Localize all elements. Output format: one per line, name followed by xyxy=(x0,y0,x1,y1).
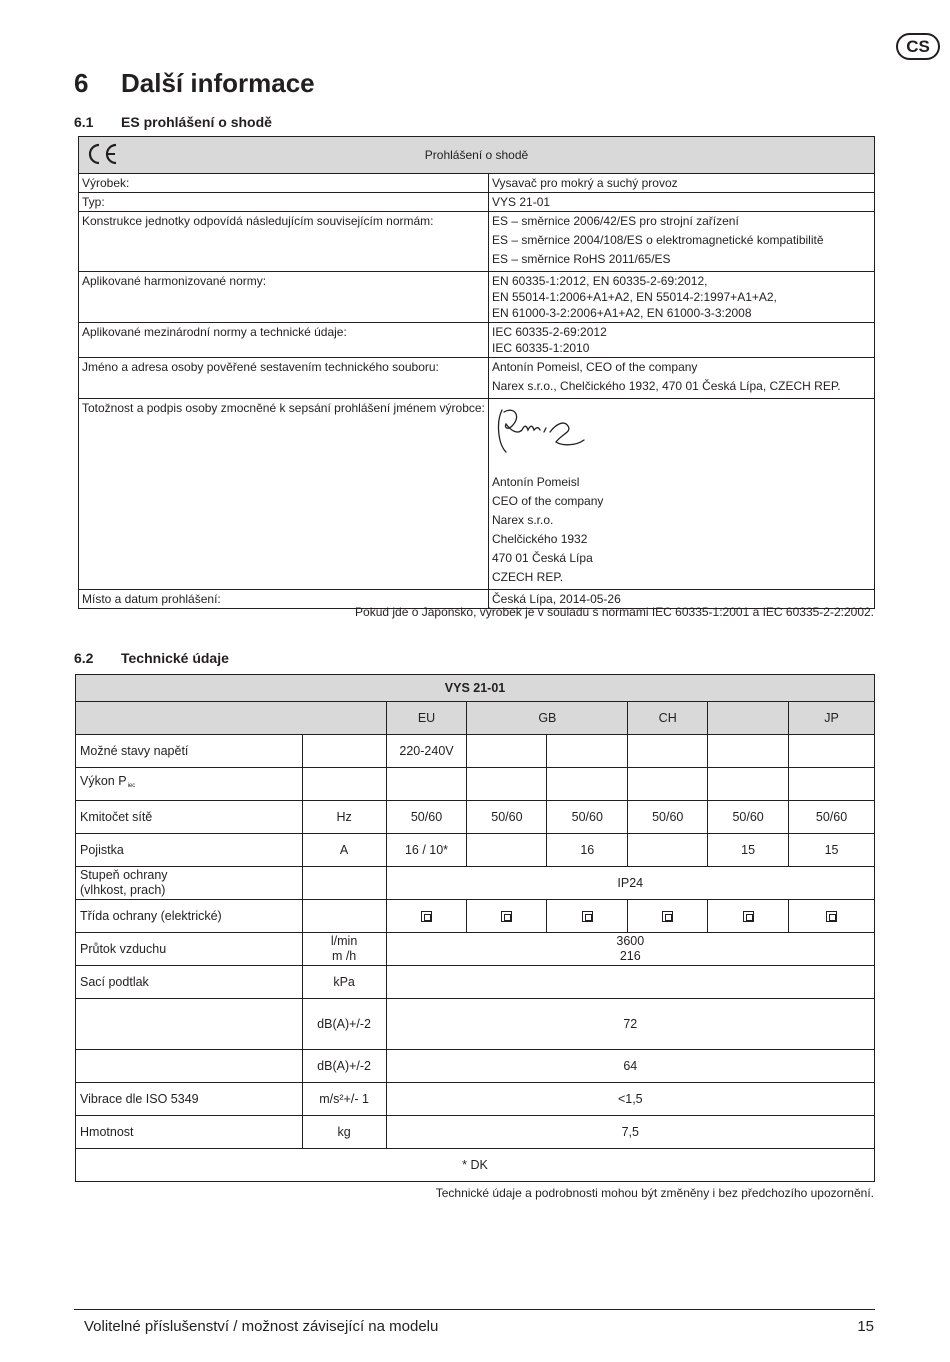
row-unit: kPa xyxy=(302,966,386,999)
row-label: Konstrukce jednotky odpovídá následujícím souvisejícím normám: xyxy=(79,212,489,272)
value-cell xyxy=(628,900,708,933)
region-eu: EU xyxy=(386,702,467,735)
value-cell xyxy=(789,900,875,933)
value-line: CEO of the company xyxy=(492,494,604,508)
model-name: VYS 21-01 xyxy=(76,675,875,702)
row-sound-pressure xyxy=(76,1050,875,1083)
region-header-blank xyxy=(76,702,387,735)
model-header-row xyxy=(76,675,875,702)
row-unit xyxy=(302,735,386,768)
value-line: EN 61000-3-2:2006+A1+A2, EN 61000-3-3:2008 xyxy=(492,306,752,320)
label-line: (vlhkost, prach) xyxy=(80,883,166,897)
value-cell xyxy=(628,768,708,801)
section-title: Technické údaje xyxy=(121,650,229,666)
technical-data-table xyxy=(75,674,875,1182)
row-vacuum xyxy=(76,966,875,999)
value-cell: 50/60 xyxy=(547,801,628,834)
protection-class-ii-icon xyxy=(743,911,754,922)
power-label: Výkon P xyxy=(80,774,127,788)
row-frequency xyxy=(76,801,875,834)
table-footnote: * DK xyxy=(76,1149,875,1182)
value-cell xyxy=(467,900,547,933)
value-cell xyxy=(547,735,628,768)
row-unit: dB(A)+/-2 xyxy=(302,1050,386,1083)
declaration-row-type xyxy=(79,193,875,212)
row-vibration xyxy=(76,1083,875,1116)
value-line: EN 60335-1:2012, EN 60335-2-69:2012, xyxy=(492,274,708,288)
declaration-table xyxy=(78,136,875,609)
vibration-value: <1,5 xyxy=(386,1083,874,1116)
weight-value: 7,5 xyxy=(386,1116,874,1149)
row-voltage xyxy=(76,735,875,768)
changes-note: Technické údaje a podrobnosti mohou být změněny i bez předchozího upozornění. xyxy=(435,1186,874,1200)
value-line: Narex s.r.o., Chelčického 1932, 470 01 Česká Lípa, CZECH REP. xyxy=(492,379,841,393)
protection-class-ii-icon xyxy=(421,911,432,922)
row-value xyxy=(489,399,875,590)
row-value xyxy=(489,323,875,358)
region-jp: JP xyxy=(789,702,875,735)
value-cell xyxy=(386,900,467,933)
row-label: Jméno a adresa osoby pověřené sestavením technického souboru: xyxy=(79,358,489,399)
value-line: ES – směrnice RoHS 2011/65/ES xyxy=(492,252,671,266)
vacuum-value xyxy=(386,966,874,999)
row-label: Možné stavy napětí xyxy=(76,735,303,768)
declaration-row-product xyxy=(79,174,875,193)
row-label: Sací podtlak xyxy=(76,966,303,999)
value-line: CZECH REP. xyxy=(492,570,564,584)
declaration-row-international-norms xyxy=(79,323,875,358)
sound-power-value: 72 xyxy=(386,999,874,1050)
value-line: IEC 60335-1:2010 xyxy=(492,341,590,355)
value-cell xyxy=(628,834,708,867)
row-unit: Hz xyxy=(302,801,386,834)
value-line: ES – směrnice 2006/42/ES pro strojní zařízení xyxy=(492,214,739,228)
row-label: Místo a datum prohlášení: xyxy=(79,590,489,609)
section-number: 6.1 xyxy=(74,114,94,130)
protection-class-ii-icon xyxy=(826,911,837,922)
value-line: Antonín Pomeisl xyxy=(492,475,580,489)
row-label xyxy=(76,999,303,1050)
row-label xyxy=(76,1050,303,1083)
row-label: Třída ochrany (elektrické) xyxy=(76,900,303,933)
value-cell xyxy=(547,768,628,801)
protection-class-ii-icon xyxy=(501,911,512,922)
value-cell xyxy=(547,900,628,933)
language-badge: CS xyxy=(896,33,940,60)
row-label: Kmitočet sítě xyxy=(76,801,303,834)
declaration-row-signatory xyxy=(79,399,875,590)
section-title: ES prohlášení o shodě xyxy=(121,114,272,130)
declaration-row-directives xyxy=(79,212,875,272)
row-value: Vysavač pro mokrý a suchý provoz xyxy=(489,174,875,193)
chapter-title: Další informace xyxy=(121,68,315,98)
unit-line: m /h xyxy=(331,949,357,963)
row-label: Totožnost a podpis osoby zmocněné k sepsání prohlášení jménem výrobce: xyxy=(79,399,489,590)
value-line: 216 xyxy=(619,949,641,963)
region-ch: CH xyxy=(628,702,708,735)
value-eu: 220-240V xyxy=(386,735,467,768)
value-line: Chelčického 1932 xyxy=(492,532,588,546)
value-cell xyxy=(467,834,547,867)
airflow-value xyxy=(386,933,874,966)
section-heading-declaration xyxy=(74,114,272,130)
footer-text: Volitelné příslušenství / možnost závisející na modelu xyxy=(84,1318,439,1335)
row-sound-power xyxy=(76,999,875,1050)
row-unit xyxy=(302,900,386,933)
value-cell xyxy=(467,768,547,801)
region-header-row xyxy=(76,702,875,735)
value-cell xyxy=(628,735,708,768)
value-line: ES – směrnice 2004/108/ES o elektromagnetické kompatibilitě xyxy=(492,233,824,247)
row-unit xyxy=(302,867,386,900)
declaration-header-text: Prohlášení o shodě xyxy=(424,148,529,162)
value-cell: 15 xyxy=(708,834,789,867)
row-value xyxy=(489,358,875,399)
label-line: Stupeň ochrany xyxy=(80,868,168,882)
value-cell: 16 xyxy=(547,834,628,867)
protection-class-ii-icon xyxy=(662,911,673,922)
value-line: Narex s.r.o. xyxy=(492,513,554,527)
row-unit: kg xyxy=(302,1116,386,1149)
row-airflow xyxy=(76,933,875,966)
value-cell: 50/60 xyxy=(789,801,875,834)
row-label: Typ: xyxy=(79,193,489,212)
row-label: Výrobek: xyxy=(79,174,489,193)
signature-image xyxy=(492,402,592,468)
row-unit: m/s²+/- 1 xyxy=(302,1083,386,1116)
section-number: 6.2 xyxy=(74,650,94,666)
row-unit: dB(A)+/-2 xyxy=(302,999,386,1050)
unit-line: l/min xyxy=(330,934,358,948)
row-value: Česká Lípa, 2014-05-26 xyxy=(489,590,875,609)
region-blank xyxy=(708,702,789,735)
value-cell xyxy=(789,735,875,768)
row-footnote xyxy=(76,1149,875,1182)
section-heading-technical xyxy=(74,650,229,666)
row-label: Hmotnost xyxy=(76,1116,303,1149)
row-value xyxy=(489,212,875,272)
protection-class-ii-icon xyxy=(582,911,593,922)
row-fuse xyxy=(76,834,875,867)
value-line: IEC 60335-2-69:2012 xyxy=(492,325,607,339)
value-cell: 50/60 xyxy=(467,801,547,834)
region-gb: GB xyxy=(467,702,628,735)
value-cell xyxy=(708,735,789,768)
row-weight xyxy=(76,1116,875,1149)
sound-pressure-value: 64 xyxy=(386,1050,874,1083)
value-line: 3600 xyxy=(616,934,645,948)
declaration-row-harmonized-norms xyxy=(79,272,875,323)
footer-divider xyxy=(74,1309,875,1310)
japan-compliance-note: Pokud jde o Japonsko, výrobek je v souladu s normami IEC 60335-1:2001 a IEC 60335-2-2:2002. xyxy=(355,605,874,619)
row-power xyxy=(76,768,875,801)
value-line: Antonín Pomeisl, CEO of the company xyxy=(492,360,698,374)
declaration-header-cell xyxy=(79,137,875,174)
row-unit xyxy=(302,768,386,801)
value-cell: 50/60 xyxy=(386,801,467,834)
chapter-heading xyxy=(74,68,315,99)
row-protection-class xyxy=(76,900,875,933)
value-cell: 50/60 xyxy=(708,801,789,834)
value-cell: 15 xyxy=(789,834,875,867)
ip-value: IP24 xyxy=(386,867,874,900)
row-label: Průtok vzduchu xyxy=(76,933,303,966)
value-cell xyxy=(467,735,547,768)
row-label: Pojistka xyxy=(76,834,303,867)
row-label: Aplikované harmonizované normy: xyxy=(79,272,489,323)
row-label: Vibrace dle ISO 5349 xyxy=(76,1083,303,1116)
power-subscript: iec xyxy=(127,783,136,789)
row-ip-rating xyxy=(76,867,875,900)
declaration-row-technical-file-person xyxy=(79,358,875,399)
page-number: 15 xyxy=(857,1318,874,1335)
value-line: 470 01 Česká Lípa xyxy=(492,551,593,565)
value-cell xyxy=(708,900,789,933)
row-unit: A xyxy=(302,834,386,867)
row-value xyxy=(489,272,875,323)
row-label xyxy=(76,768,303,801)
row-unit xyxy=(302,933,386,966)
chapter-number: 6 xyxy=(74,68,89,98)
value-cell xyxy=(789,768,875,801)
ce-mark-icon xyxy=(87,143,121,165)
declaration-header-row xyxy=(79,137,875,174)
row-value: VYS 21-01 xyxy=(489,193,875,212)
row-label: Aplikované mezinárodní normy a technické údaje: xyxy=(79,323,489,358)
value-cell xyxy=(386,768,467,801)
row-label xyxy=(76,867,303,900)
value-cell: 50/60 xyxy=(628,801,708,834)
value-cell xyxy=(708,768,789,801)
value-line: EN 55014-1:2006+A1+A2, EN 55014-2:1997+A1+A2, xyxy=(492,290,777,304)
value-cell: 16 / 10* xyxy=(386,834,467,867)
